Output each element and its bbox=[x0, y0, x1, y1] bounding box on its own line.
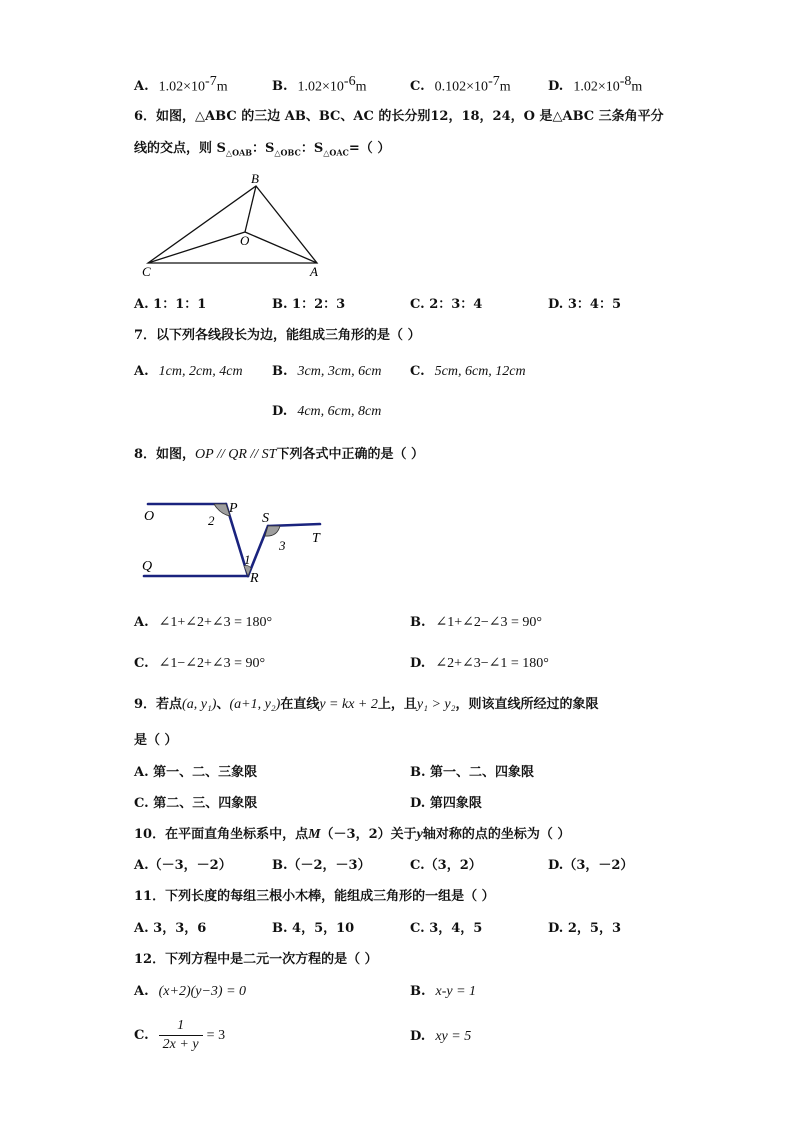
q6-label-c: C bbox=[142, 264, 151, 279]
q8-label-r: R bbox=[250, 571, 259, 586]
q9-option-a: A. 第一、二、三象限 bbox=[134, 765, 258, 780]
q6-label-o: O bbox=[240, 233, 250, 248]
q11-option-a: A. 3，3，6 bbox=[134, 921, 207, 936]
q9-stem-line2: 是（ ） bbox=[134, 733, 178, 748]
q6-stem-line1: 6．如图，△ABC 的三边 AB、BC、AC 的长分别12，18，24，O 是△ABC 三条角平分 bbox=[134, 109, 664, 124]
q7-option-b: B. 3cm, 3cm, 6cm bbox=[272, 364, 382, 379]
q8-label-angle2: 2 bbox=[208, 513, 215, 528]
q6-stem-line2: 线的交点，则 $S_{\triangle OAB}$：$S_{\triangle OBC}$：$S_{\triangle OAC}=$（ ） bbox=[134, 141, 391, 158]
q10-stem: 10．在平面直角坐标系中，点M（－3，2）关于y轴对称的点的坐标为（ ） bbox=[134, 827, 571, 842]
q5-option-c: C. $0.102\times 10^{-7}m$ bbox=[410, 74, 511, 95]
q8-label-angle3: 3 bbox=[279, 538, 286, 553]
q6-option-a: A. 1：1：1 bbox=[134, 297, 207, 312]
q10-option-b: B.（－2，－3） bbox=[272, 858, 371, 873]
q9-option-d: D. 第四象限 bbox=[410, 796, 482, 811]
q8-label-angle1: 1 bbox=[244, 552, 251, 567]
q6-triangle-figure bbox=[134, 168, 334, 280]
q6-label-a: A bbox=[310, 264, 318, 279]
q12-option-b: B. x-y = 1 bbox=[410, 984, 477, 999]
q10-option-c: C.（3，2） bbox=[410, 858, 482, 873]
q8-label-s: S bbox=[262, 511, 269, 526]
q11-option-d: D. 2，5，3 bbox=[548, 921, 622, 936]
q8-option-a: A. ∠1+∠2+∠3 = 180° bbox=[134, 615, 273, 630]
q6-option-b: B. 1：2：3 bbox=[272, 297, 346, 312]
q7-option-a: A. 1cm, 2cm, 4cm bbox=[134, 364, 243, 379]
q10-option-a: A.（－3，－2） bbox=[134, 858, 232, 873]
q6-option-c: C. 2：3：4 bbox=[410, 297, 483, 312]
q10-option-d: D.（3，－2） bbox=[548, 858, 634, 873]
q8-label-t: T bbox=[312, 531, 320, 546]
q11-option-c: C. 3，4，5 bbox=[410, 921, 483, 936]
q5-option-b: B. $1.02\times 10^{-6}m$ bbox=[272, 74, 367, 95]
q7-option-c: C. 5cm, 6cm, 12cm bbox=[410, 364, 526, 379]
q6-option-d: D. 3：4：5 bbox=[548, 297, 622, 312]
q12-stem: 12．下列方程中是二元一次方程的是（ ） bbox=[134, 952, 378, 967]
q8-label-o: O bbox=[144, 509, 155, 524]
q5-option-a: A. $1.02\times 10^{-7}m$ bbox=[134, 74, 228, 95]
q8-label-p: P bbox=[229, 501, 238, 516]
q8-option-c: C. ∠1−∠2+∠3 = 90° bbox=[134, 656, 266, 671]
q9-stem-line1: 9．若点(a, y₁)、(a+1, y₂)在直线y = kx + 2上，且y₁ > y₂，则该直线所经过的象限 bbox=[134, 697, 599, 712]
q11-option-b: B. 4，5，10 bbox=[272, 921, 355, 936]
q8-option-d: D. ∠2+∠3−∠1 = 180° bbox=[410, 656, 549, 671]
q9-option-c: C. 第二、三、四象限 bbox=[134, 796, 258, 811]
q8-label-q: Q bbox=[142, 559, 153, 574]
q7-stem: 7．以下列各线段长为边，能组成三角形的是（ ） bbox=[134, 328, 421, 343]
q8-parallel-figure bbox=[134, 490, 334, 590]
q12-option-c: C. $\frac{1}{2x + y}$ = 3 bbox=[134, 1018, 226, 1052]
q12-option-d: D. xy = 5 bbox=[410, 1029, 472, 1044]
q8-stem: 8．如图，OP // QR // ST下列各式中正确的是（ ） bbox=[134, 447, 424, 462]
fraction: $\frac{1}{2x + y}$ bbox=[159, 1017, 203, 1054]
q8-option-b: B. ∠1+∠2−∠3 = 90° bbox=[410, 615, 542, 630]
q9-option-b: B. 第一、二、四象限 bbox=[410, 765, 535, 780]
q6-label-b: B bbox=[251, 171, 259, 186]
q11-stem: 11．下列长度的每组三根小木棒，能组成三角形的一组是（ ） bbox=[134, 889, 495, 904]
q12-option-a: A. (x+2)(y−3) = 0 bbox=[134, 984, 247, 999]
q5-option-d: D. $1.02\times 10^{-8}m$ bbox=[548, 74, 643, 95]
q7-option-d: D. 4cm, 6cm, 8cm bbox=[272, 404, 382, 419]
